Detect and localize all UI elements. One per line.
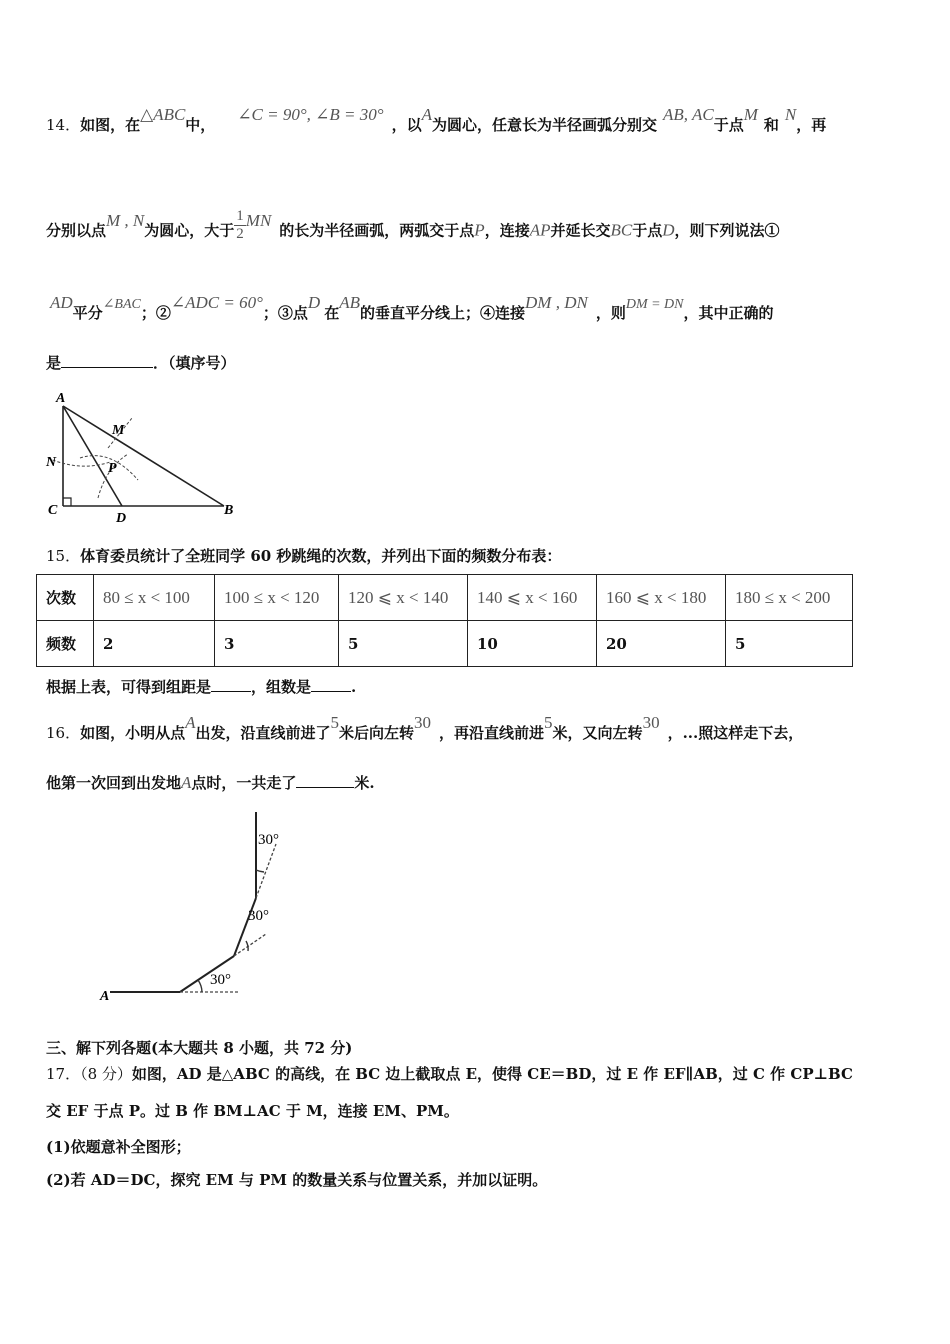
label-p: P (108, 461, 117, 476)
label-m: M (112, 423, 125, 438)
q15-line-1: 15．体育委员统计了全班同学 60 秒跳绳的次数，并列出下面的频数分布表： (46, 547, 562, 565)
question-number: 17． (46, 1065, 81, 1083)
table-cell: 20 (597, 621, 726, 667)
table-row (37, 575, 853, 621)
frequency-table (36, 574, 853, 667)
q15-line-2: 根据上表，可得到组距是 ，组数是 . (46, 678, 357, 696)
q16-line-2: 他第一次回到出发地A点时，一共走了 米. (46, 773, 375, 792)
table-header-cell: 频数 (37, 621, 94, 667)
q14-line-2: 分别以点M , N为圆心，大于 $\frac{1}{2}$ MN的长为半径画弧，两弧交于点P，连接AP并延长交BC于点D，则下列说法① (46, 208, 780, 242)
label-d: D (116, 511, 127, 524)
table-cell: 80 ≤ x < 100 (94, 575, 215, 621)
answer-blank (296, 773, 354, 788)
table-cell: 3 (215, 621, 339, 667)
table-cell: 5 (339, 621, 468, 667)
table-cell: 160 ⩽ x < 180 (597, 575, 726, 621)
q14-line-3: AD平分∠BAC；②∠ADC = 60°；③点D在AB的垂直平分线上；④连接DM , DN，则DM = DN，其中正确的 (50, 293, 774, 322)
table-cell: 5 (726, 621, 853, 667)
label-c: C (48, 503, 58, 518)
answer-blank (211, 677, 251, 692)
math-triangle-abc: △ABC (140, 105, 186, 124)
math-angle-values: ∠C = 90°, ∠B = 30° (237, 105, 384, 124)
angle-label-30: 30° (258, 832, 279, 848)
q16-figure (98, 808, 308, 1008)
label-n: N (46, 455, 57, 470)
table-cell: 10 (468, 621, 597, 667)
label-a: A (100, 989, 110, 1004)
angle-label-30: 30° (210, 972, 231, 988)
table-cell: 2 (94, 621, 215, 667)
fraction-one-half: $\frac{1}{2}$ (236, 208, 244, 242)
table-cell: 100 ≤ x < 120 (215, 575, 339, 621)
q16-line-1: 16．如图，小明从点A出发，沿直线前进了5米后向左转30，再沿直线前进5米，又向左转30，...照这样走下去， (46, 713, 804, 742)
q17-part-2: (2)若 AD＝DC，探究 EM 与 PM 的数量关系与位置关系，并加以证明。 (46, 1171, 548, 1189)
table-header-cell: 次数 (37, 575, 94, 621)
angle-label-30: 30° (248, 908, 269, 924)
table-cell: 180 ≤ x < 200 (726, 575, 853, 621)
table-cell: 140 ⩽ x < 160 (468, 575, 597, 621)
question-number: 15． (46, 547, 81, 565)
q14-figure (40, 388, 250, 524)
label-b: B (224, 503, 234, 518)
label-a: A (56, 391, 66, 406)
table-cell: 120 ⩽ x < 140 (339, 575, 468, 621)
section-title: 三、解下列各题(本大题共 8 小题，共 72 分) (46, 1039, 353, 1057)
q14-line-1: 14．如图，在△ABC中，∠C = 90°, ∠B = 30°，以A为圆心，任意长为半径画弧分别交AB, AC于点M和N，再 (46, 105, 827, 134)
question-number: 16． (46, 724, 81, 742)
q14-line-4: 是 ．（填序号） (46, 354, 236, 372)
answer-blank (61, 353, 153, 368)
q17-line-1: 17．（8 分）如图，AD 是△ABC 的高线，在 BC 边上截取点 E，使得 CE＝BD，过 E 作 EF∥AB，过 C 作 CP⊥BC (46, 1065, 853, 1083)
table-row (37, 621, 853, 667)
question-number: 14． (46, 116, 81, 134)
q17-line-2: 交 EF 于点 P。过 B 作 BM⊥AC 于 M，连接 EM、PM。 (46, 1102, 459, 1120)
answer-blank (311, 677, 351, 692)
q17-part-1: (1)依题意补全图形； (46, 1138, 191, 1156)
